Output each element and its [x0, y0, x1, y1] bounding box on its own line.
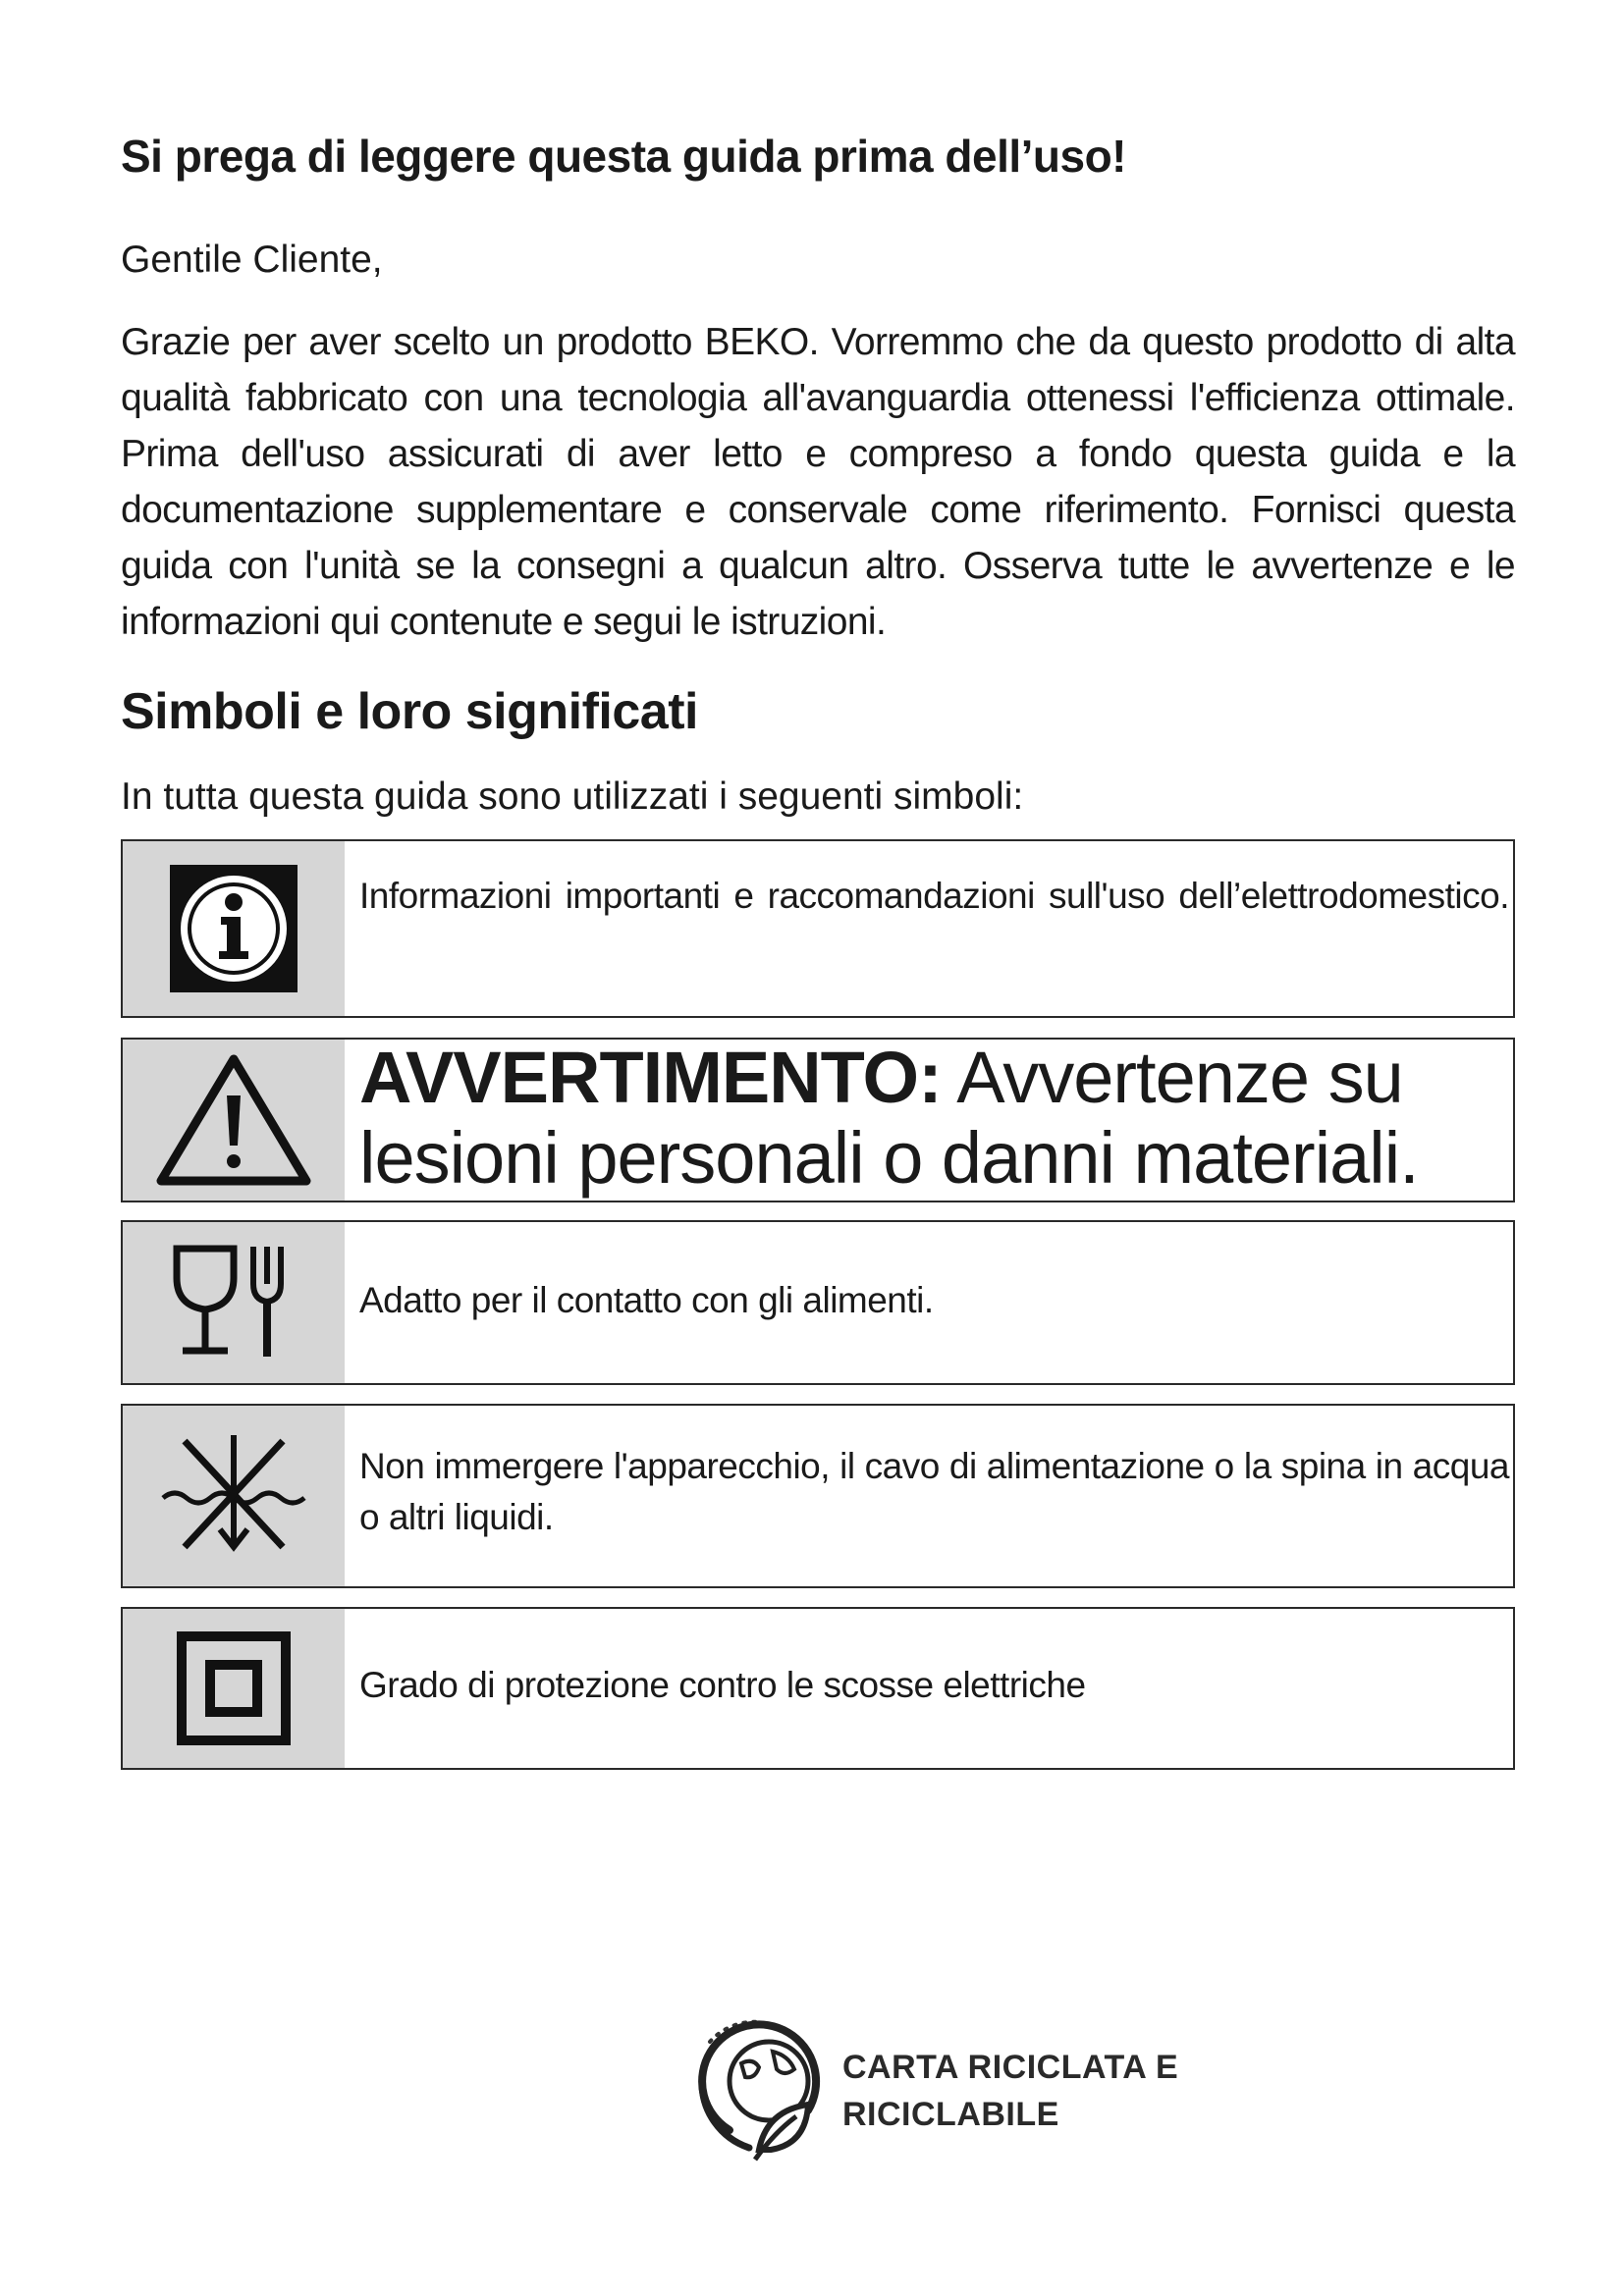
- symbol-text: Non immergere l'apparecchio, il cavo di alimentazione o la spina in acqua o altri liquidi.: [359, 1446, 1509, 1537]
- symbol-icon-cell: [123, 1406, 345, 1586]
- recycled-paper-label: [842, 2044, 1178, 2138]
- page-title: Si prega di leggere questa guida prima dell’uso!: [121, 131, 1127, 182]
- warning-label: AVVERTIMENTO:: [359, 1037, 942, 1118]
- intro-paragraph: Grazie per aver scelto un prodotto BEKO. Vorremmo che da questo prodotto di alta qualità fabbricato con una tecnologia all'avanguardia ottenessi l'efficienza ottimale. Prima dell'uso assicurati di aver letto e compreso a fondo questa guida e la documentazione supplementare e conservale come riferimento. Fornisci questa guida con l'unità se la consegni a qualcun altro. Osserva tutte le avvertenze e le informazioni qui contenute e segui le istruzioni.: [121, 321, 1515, 643]
- symbol-icon-cell: [123, 841, 345, 1016]
- symbol-text: Adatto per il contatto con gli alimenti.: [359, 1280, 934, 1320]
- symbol-row-info: [121, 839, 1515, 1018]
- recycled-paper-line1: CARTA RICICLATA E: [842, 2049, 1179, 2086]
- warning-description: Avvertenze su lesioni personali o danni materiali.: [359, 1037, 1419, 1199]
- symbol-row-warning: [121, 1038, 1515, 1202]
- symbol-row-immersion: [121, 1404, 1515, 1588]
- symbol-icon-cell: [123, 1222, 345, 1383]
- symbol-text: Grado di protezione contro le scosse elettriche: [359, 1665, 1086, 1705]
- recycled-paper-line2: RICICLABILE: [842, 2096, 1059, 2133]
- symbol-row-food: [121, 1220, 1515, 1385]
- symbol-icon-cell: [123, 1040, 345, 1201]
- symbols-heading: Simboli e loro significati: [121, 683, 698, 740]
- recycled-globe-leaf-icon: [690, 2002, 828, 2169]
- symbol-icon-cell: [123, 1609, 345, 1768]
- warning-triangle-icon: [155, 1051, 312, 1189]
- no-immersion-icon: [155, 1427, 312, 1565]
- greeting: Gentile Cliente,: [121, 239, 383, 281]
- info-icon: [170, 865, 298, 992]
- recycled-paper-badge: [690, 2002, 1201, 2169]
- symbol-row-insulation: [121, 1607, 1515, 1770]
- food-contact-icon: [165, 1239, 302, 1366]
- symbols-intro: In tutta questa guida sono utilizzati i seguenti simboli:: [121, 775, 1024, 818]
- symbol-text: Informazioni importanti e raccomandazioni sull'uso dell’elettrodomestico.: [359, 876, 1509, 916]
- warning-text: [359, 1038, 1509, 1199]
- double-insulation-icon: [177, 1631, 291, 1745]
